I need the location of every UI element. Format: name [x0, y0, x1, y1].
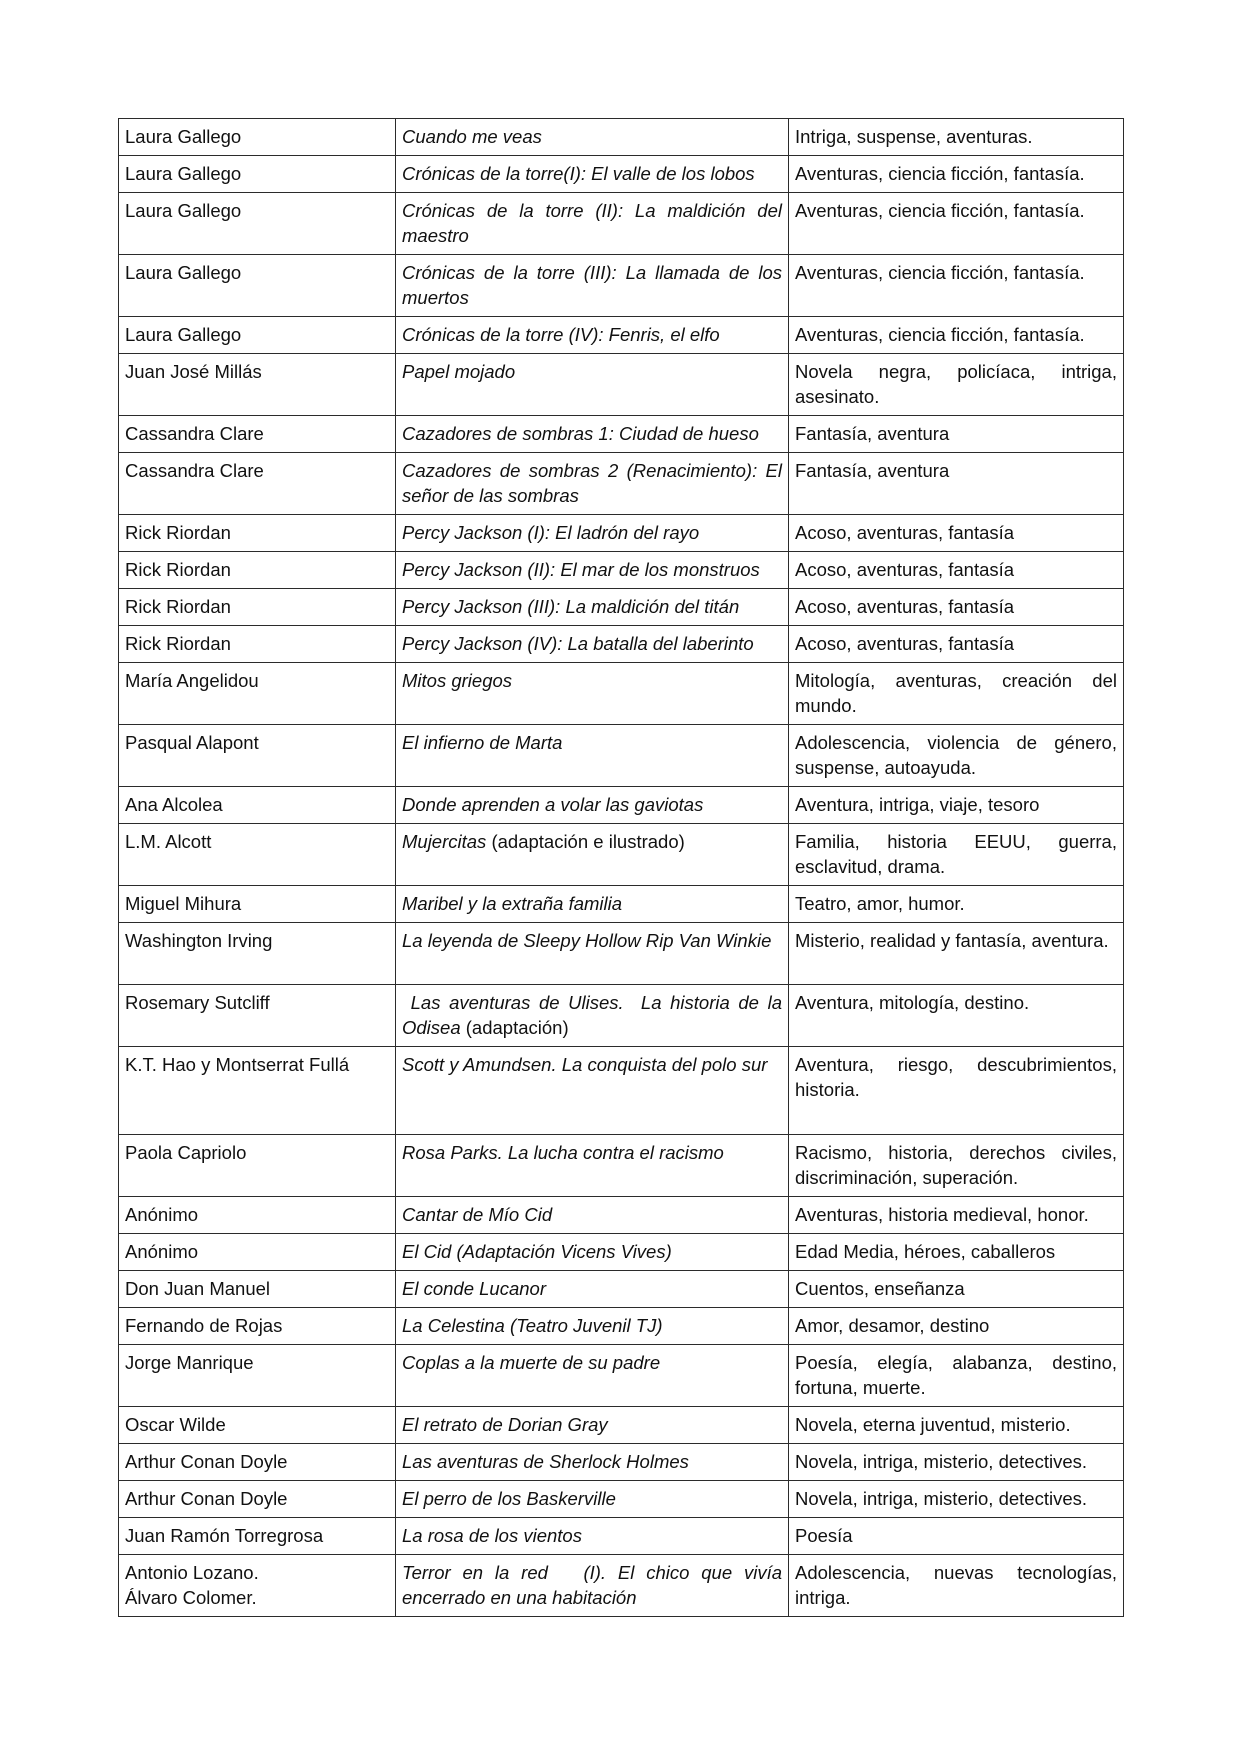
title-text: Cazadores de sombras 2 (Renacimiento): El señor de las sombras — [402, 460, 788, 506]
themes-text: Aventuras, ciencia ficción, fantasía. — [795, 262, 1085, 283]
author-cell — [119, 923, 396, 985]
table-row — [119, 1518, 1124, 1555]
title-cell — [396, 453, 789, 515]
title-cell — [396, 193, 789, 255]
themes-cell — [789, 1407, 1124, 1444]
themes-text: Novela, intriga, misterio, detectives. — [795, 1451, 1088, 1472]
table-row — [119, 416, 1124, 453]
themes-text: Adolescencia, violencia de género, suspense, autoayuda. — [795, 732, 1117, 778]
themes-text: Mitología, aventuras, creación del mundo. — [795, 670, 1117, 716]
title-text: La leyenda de Sleepy Hollow Rip Van Winkie — [402, 930, 772, 951]
title-cell — [396, 317, 789, 354]
themes-text: Cuentos, enseñanza — [795, 1278, 965, 1299]
document-page — [118, 118, 1123, 1617]
themes-cell — [789, 1345, 1124, 1407]
author-cell — [119, 1234, 396, 1271]
themes-text: Aventuras, ciencia ficción, fantasía. — [795, 324, 1085, 345]
author-cell — [119, 1135, 396, 1197]
author-cell — [119, 193, 396, 255]
themes-cell — [789, 552, 1124, 589]
author-cell — [119, 156, 396, 193]
title-cell — [396, 1518, 789, 1555]
reading-list-body — [119, 119, 1124, 1617]
table-row — [119, 193, 1124, 255]
title-cell — [396, 824, 789, 886]
title-text: Crónicas de la torre(I): El valle de los lobos — [402, 163, 755, 184]
table-row — [119, 317, 1124, 354]
title-cell — [396, 923, 789, 985]
author-cell — [119, 725, 396, 787]
author-cell — [119, 317, 396, 354]
title-note: (adaptación) — [460, 1017, 569, 1038]
title-text: Percy Jackson (IV): La batalla del laberinto — [402, 633, 754, 654]
title-text: Maribel y la extraña familia — [402, 893, 623, 914]
table-row — [119, 663, 1124, 725]
themes-cell — [789, 1518, 1124, 1555]
themes-text: Aventura, riesgo, descubrimientos, historia. — [795, 1054, 1117, 1100]
author-line: Antonio Lozano. — [125, 1562, 259, 1583]
author-text: Oscar Wilde — [125, 1414, 226, 1435]
table-row — [119, 354, 1124, 416]
author-text: Don Juan Manuel — [125, 1278, 271, 1299]
title-text: Cantar de Mío Cid — [402, 1204, 553, 1225]
author-line: Álvaro Colomer. — [125, 1587, 257, 1608]
title-text: Mitos griegos — [402, 670, 513, 691]
title-cell — [396, 626, 789, 663]
title-text: Las aventuras de Sherlock Holmes — [402, 1451, 689, 1472]
reading-list-table — [118, 118, 1124, 1617]
table-row — [119, 1345, 1124, 1407]
title-text: El conde Lucanor — [402, 1278, 546, 1299]
title-cell — [396, 725, 789, 787]
themes-cell — [789, 1047, 1124, 1135]
table-row — [119, 552, 1124, 589]
title-text: Cazadores de sombras 1: Ciudad de hueso — [402, 423, 759, 444]
title-cell — [396, 663, 789, 725]
themes-cell — [789, 156, 1124, 193]
title-cell — [396, 1234, 789, 1271]
author-text: Fernando de Rojas — [125, 1315, 283, 1336]
themes-cell — [789, 1481, 1124, 1518]
themes-cell — [789, 317, 1124, 354]
title-text: Percy Jackson (III): La maldición del titán — [402, 596, 740, 617]
themes-text: Aventuras, historia medieval, honor. — [795, 1204, 1089, 1225]
title-cell — [396, 416, 789, 453]
themes-text: Amor, desamor, destino — [795, 1315, 990, 1336]
author-text: Juan José Millás — [125, 361, 262, 382]
title-text: Scott y Amundsen. La conquista del polo sur — [402, 1054, 768, 1075]
themes-cell — [789, 725, 1124, 787]
table-row — [119, 515, 1124, 552]
author-cell — [119, 552, 396, 589]
author-text: Laura Gallego — [125, 262, 242, 283]
title-text: El perro de los Baskerville — [402, 1488, 616, 1509]
title-text: Papel mojado — [402, 361, 516, 382]
title-cell — [396, 255, 789, 317]
title-text: Crónicas de la torre (II): La maldición del maestro — [402, 200, 788, 246]
author-text: Ana Alcolea — [125, 794, 223, 815]
themes-text: Edad Media, héroes, caballeros — [795, 1241, 1056, 1262]
table-row — [119, 985, 1124, 1047]
author-cell — [119, 515, 396, 552]
table-row — [119, 119, 1124, 156]
table-row — [119, 1197, 1124, 1234]
title-text: El retrato de Dorian Gray — [402, 1414, 608, 1435]
author-text: L.M. Alcott — [125, 831, 212, 852]
table-row — [119, 255, 1124, 317]
author-cell — [119, 1271, 396, 1308]
themes-text: Novela negra, policíaca, intriga, asesinato. — [795, 361, 1117, 407]
author-cell — [119, 1345, 396, 1407]
themes-text: Aventura, intriga, viaje, tesoro — [795, 794, 1040, 815]
title-text: Donde aprenden a volar las gaviotas — [402, 794, 704, 815]
title-cell — [396, 1135, 789, 1197]
author-text: Rick Riordan — [125, 633, 231, 654]
author-text: Juan Ramón Torregrosa — [125, 1525, 324, 1546]
table-row — [119, 923, 1124, 985]
author-text: Jorge Manrique — [125, 1352, 254, 1373]
title-text: Crónicas de la torre (IV): Fenris, el elfo — [402, 324, 720, 345]
title-cell — [396, 1444, 789, 1481]
author-cell — [119, 589, 396, 626]
author-cell — [119, 626, 396, 663]
title-cell — [396, 1271, 789, 1308]
themes-text: Familia, historia EEUU, guerra, esclavitud, drama. — [795, 831, 1117, 877]
author-cell — [119, 824, 396, 886]
themes-text: Teatro, amor, humor. — [795, 893, 965, 914]
author-cell — [119, 1308, 396, 1345]
table-row — [119, 787, 1124, 824]
author-cell — [119, 1481, 396, 1518]
themes-text: Poesía, elegía, alabanza, destino, fortuna, muerte. — [795, 1352, 1117, 1398]
author-text: K.T. Hao y Montserrat Fullá — [125, 1054, 350, 1075]
title-text: La rosa de los vientos — [402, 1525, 582, 1546]
themes-cell — [789, 1271, 1124, 1308]
themes-cell — [789, 1555, 1124, 1617]
author-cell — [119, 1518, 396, 1555]
author-cell — [119, 416, 396, 453]
title-cell — [396, 1197, 789, 1234]
themes-cell — [789, 1444, 1124, 1481]
table-row — [119, 1271, 1124, 1308]
themes-cell — [789, 985, 1124, 1047]
author-cell — [119, 1197, 396, 1234]
author-text: Laura Gallego — [125, 163, 242, 184]
author-text: Anónimo — [125, 1241, 199, 1262]
themes-text: Novela, eterna juventud, misterio. — [795, 1414, 1071, 1435]
themes-cell — [789, 589, 1124, 626]
themes-text: Acoso, aventuras, fantasía — [795, 522, 1015, 543]
themes-cell — [789, 119, 1124, 156]
title-cell — [396, 589, 789, 626]
themes-cell — [789, 923, 1124, 985]
title-text: Mujercitas — [402, 831, 487, 852]
themes-cell — [789, 626, 1124, 663]
table-row — [119, 1308, 1124, 1345]
title-text: La Celestina (Teatro Juvenil TJ) — [402, 1315, 663, 1336]
themes-text: Misterio, realidad y fantasía, aventura. — [795, 930, 1109, 951]
author-cell — [119, 453, 396, 515]
title-text: Las aventuras de Ulises. La historia de la Odisea — [402, 992, 788, 1038]
table-row — [119, 824, 1124, 886]
title-cell — [396, 1555, 789, 1617]
author-cell — [119, 663, 396, 725]
themes-text: Acoso, aventuras, fantasía — [795, 633, 1015, 654]
title-cell — [396, 156, 789, 193]
themes-cell — [789, 1308, 1124, 1345]
author-cell — [119, 255, 396, 317]
author-cell — [119, 1407, 396, 1444]
title-cell — [396, 1308, 789, 1345]
themes-cell — [789, 354, 1124, 416]
themes-text: Fantasía, aventura — [795, 460, 950, 481]
themes-text: Acoso, aventuras, fantasía — [795, 559, 1015, 580]
table-row — [119, 156, 1124, 193]
table-row — [119, 886, 1124, 923]
themes-text: Fantasía, aventura — [795, 423, 950, 444]
author-text: Laura Gallego — [125, 200, 242, 221]
themes-cell — [789, 255, 1124, 317]
author-text: Pasqual Alapont — [125, 732, 259, 753]
table-row — [119, 1555, 1124, 1617]
themes-text: Aventuras, ciencia ficción, fantasía. — [795, 163, 1085, 184]
table-row — [119, 453, 1124, 515]
author-text: Miguel Mihura — [125, 893, 242, 914]
author-text: Cassandra Clare — [125, 423, 264, 444]
author-text: Laura Gallego — [125, 126, 242, 147]
title-text: Percy Jackson (II): El mar de los monstruos — [402, 559, 760, 580]
themes-cell — [789, 787, 1124, 824]
themes-text: Adolescencia, nuevas tecnologías, intriga. — [795, 1562, 1117, 1608]
title-text: El infierno de Marta — [402, 732, 563, 753]
themes-cell — [789, 193, 1124, 255]
author-text: Anónimo — [125, 1204, 199, 1225]
author-cell — [119, 985, 396, 1047]
themes-text: Intriga, suspense, aventuras. — [795, 126, 1033, 147]
themes-cell — [789, 1197, 1124, 1234]
title-text: Percy Jackson (I): El ladrón del rayo — [402, 522, 700, 543]
title-cell — [396, 886, 789, 923]
author-text: Laura Gallego — [125, 324, 242, 345]
author-text: Rick Riordan — [125, 522, 231, 543]
author-cell — [119, 119, 396, 156]
table-row — [119, 725, 1124, 787]
title-cell — [396, 1047, 789, 1135]
table-row — [119, 1444, 1124, 1481]
title-cell — [396, 119, 789, 156]
author-cell — [119, 354, 396, 416]
themes-text: Novela, intriga, misterio, detectives. — [795, 1488, 1088, 1509]
themes-cell — [789, 515, 1124, 552]
table-row — [119, 1234, 1124, 1271]
title-text: Coplas a la muerte de su padre — [402, 1352, 661, 1373]
author-text: María Angelidou — [125, 670, 259, 691]
title-cell — [396, 515, 789, 552]
table-row — [119, 1481, 1124, 1518]
themes-cell — [789, 416, 1124, 453]
table-row — [119, 1135, 1124, 1197]
author-cell — [119, 886, 396, 923]
author-text: Cassandra Clare — [125, 460, 264, 481]
themes-text: Aventuras, ciencia ficción, fantasía. — [795, 200, 1085, 221]
table-row — [119, 589, 1124, 626]
title-cell — [396, 552, 789, 589]
themes-cell — [789, 1135, 1124, 1197]
themes-text: Acoso, aventuras, fantasía — [795, 596, 1015, 617]
author-cell — [119, 787, 396, 824]
title-cell — [396, 787, 789, 824]
title-cell — [396, 354, 789, 416]
author-text: Rosemary Sutcliff — [125, 992, 270, 1013]
themes-cell — [789, 886, 1124, 923]
themes-cell — [789, 453, 1124, 515]
author-text: Arthur Conan Doyle — [125, 1451, 288, 1472]
author-text: Rick Riordan — [125, 596, 231, 617]
author-cell — [119, 1444, 396, 1481]
table-row — [119, 626, 1124, 663]
author-cell — [119, 1047, 396, 1135]
themes-text: Aventura, mitología, destino. — [795, 992, 1030, 1013]
author-text: Rick Riordan — [125, 559, 231, 580]
title-note: (adaptación e ilustrado) — [486, 831, 685, 852]
title-cell — [396, 1345, 789, 1407]
author-text: Paola Capriolo — [125, 1142, 247, 1163]
themes-text: Racismo, historia, derechos civiles, discriminación, superación. — [795, 1142, 1117, 1188]
themes-cell — [789, 1234, 1124, 1271]
title-text: Crónicas de la torre (III): La llamada de los muertos — [402, 262, 788, 308]
table-row — [119, 1407, 1124, 1444]
table-row — [119, 1047, 1124, 1135]
title-text: Rosa Parks. La lucha contra el racismo — [402, 1142, 724, 1163]
title-cell — [396, 985, 789, 1047]
author-text: Arthur Conan Doyle — [125, 1488, 288, 1509]
author-text: Washington Irving — [125, 930, 273, 951]
themes-cell — [789, 663, 1124, 725]
title-text: Terror en la red (I). El chico que vivía encerrado en una habitación — [402, 1562, 788, 1608]
title-text: Cuando me veas — [402, 126, 542, 147]
title-text: El Cid (Adaptación Vicens Vives) — [402, 1241, 672, 1262]
title-cell — [396, 1481, 789, 1518]
themes-text: Poesía — [795, 1525, 853, 1546]
title-cell — [396, 1407, 789, 1444]
themes-cell — [789, 824, 1124, 886]
author-cell — [119, 1555, 396, 1617]
